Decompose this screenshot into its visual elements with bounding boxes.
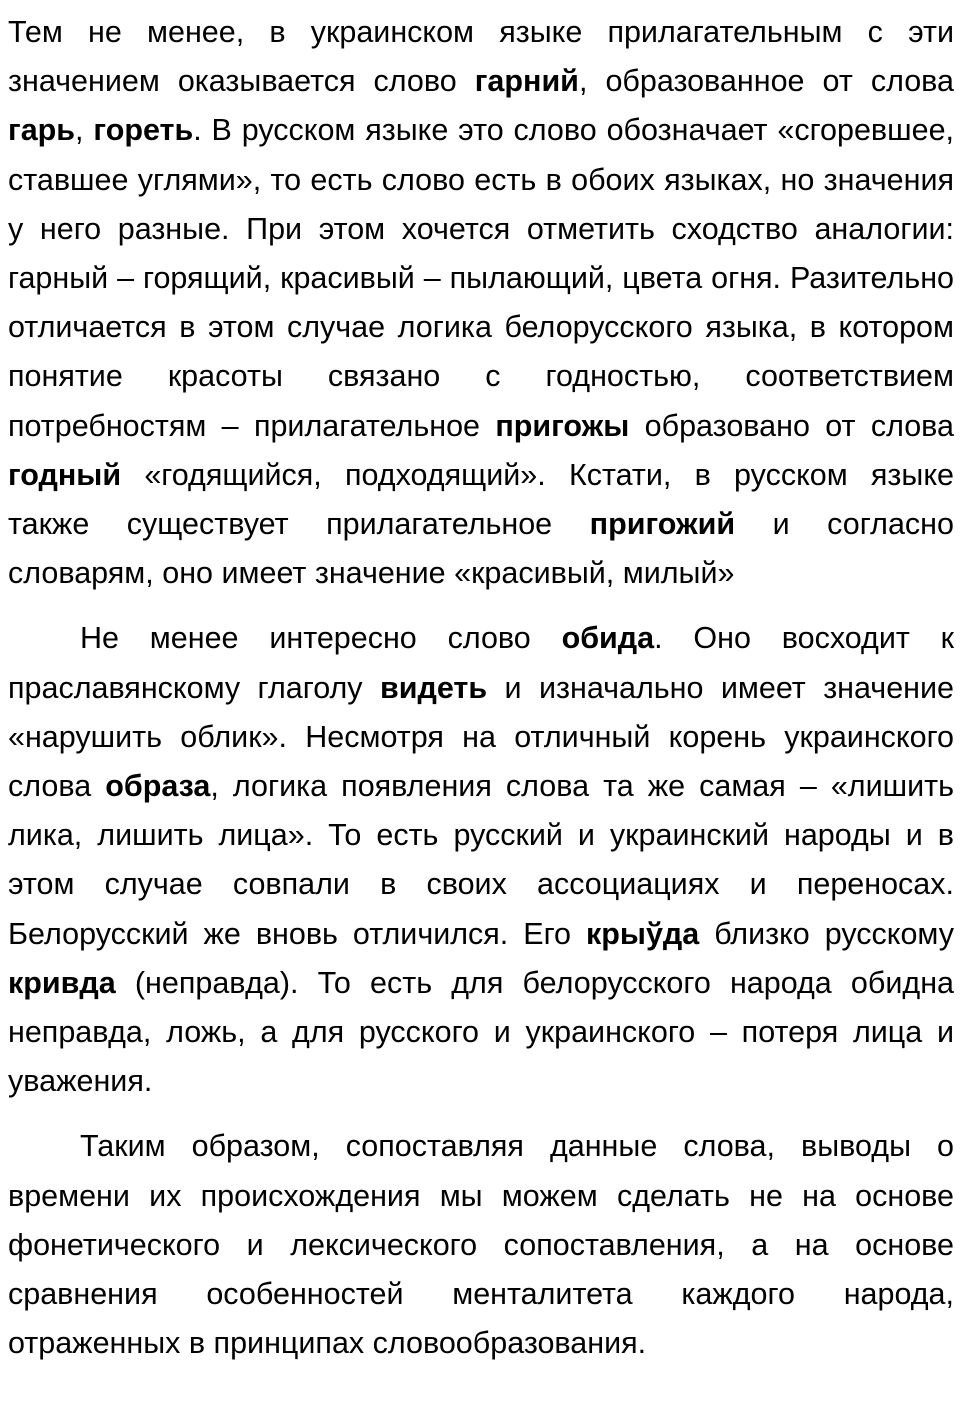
bold-term-prigozhiy: пригожий: [589, 507, 736, 542]
bold-term-goret: гореть: [93, 113, 194, 148]
text-run: (неправда). То есть для белорусского народа обидна неправда, ложь, а для русского и украинского – потеря лица и уважения.: [8, 965, 954, 1099]
text-run: , образованное от слова: [578, 64, 954, 99]
text-run: , логика появления слова та же самая – «лишить лика, лишить лица». То есть русский и украинский народы и в этом случае совпали в своих ассоциациях и переносах. Белорусский же вновь отличился. Его: [8, 769, 954, 951]
bold-term-garniy: гарний: [474, 64, 579, 99]
bold-term-kryuda: крыўда: [586, 916, 700, 951]
text-run: Тем не менее, в украинском языке прилагательным с эти значением оказывается слово: [8, 15, 954, 99]
text-run: и согласно словарям, оно имеет значение «красивый, милый»: [8, 507, 954, 591]
text-run: Таким образом, сопоставляя данные слова, выводы о времени их происхождения мы можем сделать не на основе фонетического и лексического сопоставления, а на основе сравнения особенностей менталитета каждого народа, отраженных в принципах словообразования.: [8, 1129, 954, 1361]
text-run: близко русскому: [699, 916, 954, 951]
paragraph-3: [8, 1122, 954, 1368]
paragraph-1: [8, 8, 954, 598]
text-run: ,: [75, 113, 94, 148]
text-run: . Оно восходит к праславянскому глаголу: [8, 621, 954, 705]
bold-term-godniy: годный: [8, 457, 122, 492]
text-run: . В русском языке это слово обозначает «сгоревшее, ставшее углями», то есть слово есть в обоих языках, но значения у него разные. При этом хочется отметить сходство аналогии: гарный – горящий, красивый – пылающий, цвета огня. Разительно отличается в этом случае логика белорусского языка, в котором понятие красоты связано с годностью, соответствием потребностям – прилагательное: [8, 113, 955, 443]
text-run: и изначально имеет значение «нарушить облик». Несмотря на отличный корень украинского слова: [8, 670, 955, 804]
paragraph-2: [8, 614, 954, 1106]
text-run: Не менее интересно слово: [80, 621, 562, 656]
bold-term-gar: гарь: [8, 113, 76, 148]
text-run: «годящийся, подходящий». Кстати, в русском языке также существует прилагательное: [8, 457, 954, 542]
text-run: образовано от слова: [629, 408, 954, 443]
bold-term-krivda: кривда: [8, 965, 116, 1000]
bold-term-obraza: образа: [105, 769, 211, 804]
bold-term-videt: видеть: [379, 670, 488, 705]
bold-term-obida: обида: [561, 621, 655, 656]
bold-term-prigozhy: пригожы: [495, 408, 630, 443]
